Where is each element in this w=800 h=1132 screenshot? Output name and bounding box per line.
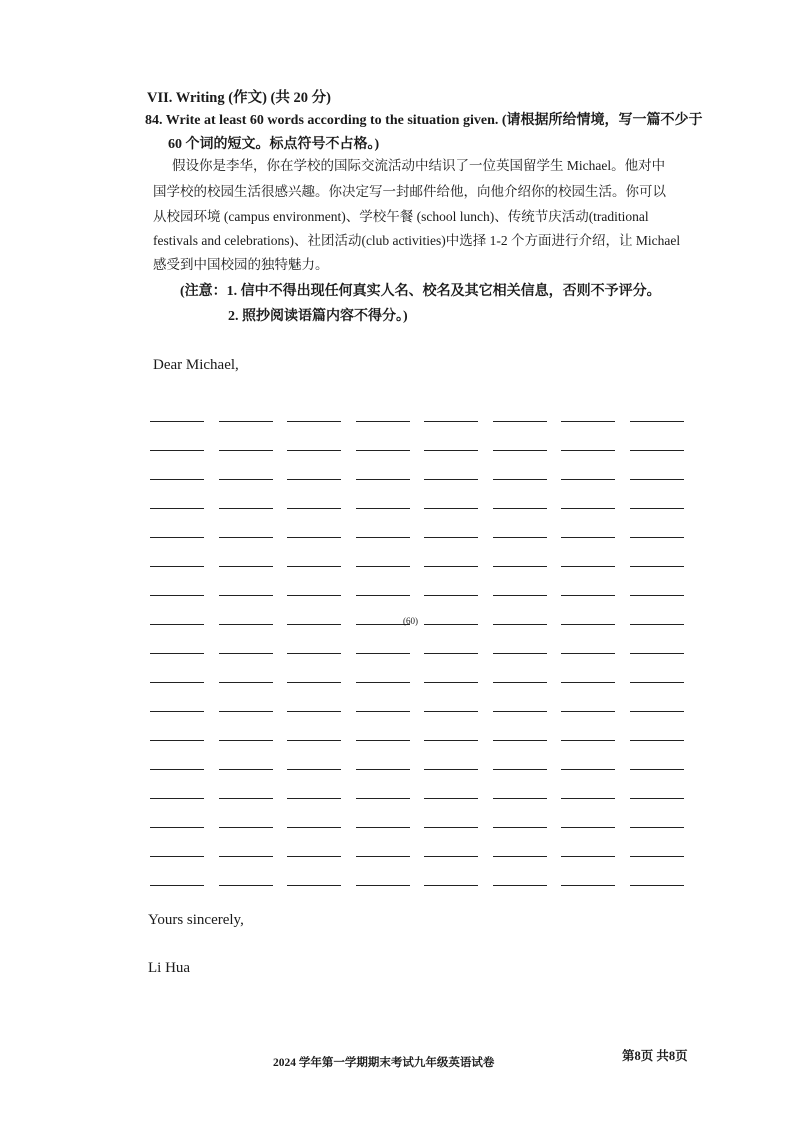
note-line-1: (注意：1. 信中不得出现任何真实人名、校名及其它相关信息，否则不予评分。 [180,284,661,299]
note-line-2: 2. 照抄阅读语篇内容不得分。) [228,309,408,324]
answer-blank[interactable] [493,682,547,683]
answer-blank[interactable] [287,566,341,567]
answer-line-row [150,809,684,838]
answer-blank[interactable] [356,479,410,480]
answer-blank[interactable] [561,508,615,509]
answer-line-row [150,606,684,635]
answer-line-row [150,490,684,519]
answer-blank[interactable] [287,508,341,509]
answer-blank[interactable] [630,827,684,828]
answer-blank[interactable] [424,769,478,770]
answer-blank[interactable] [424,450,478,451]
answer-blank[interactable] [356,769,410,770]
answer-blank[interactable] [630,537,684,538]
answer-blank[interactable] [150,653,204,654]
answer-blank[interactable] [561,856,615,857]
answer-blank[interactable] [424,711,478,712]
answer-line-row [150,548,684,577]
answer-blank[interactable] [356,885,410,886]
answer-blank[interactable] [287,653,341,654]
answer-blank[interactable] [287,537,341,538]
answer-blank[interactable] [493,421,547,422]
answer-blank[interactable] [287,827,341,828]
letter-signature: Li Hua [148,960,191,976]
answer-blank[interactable] [219,479,273,480]
answer-blank[interactable] [356,711,410,712]
answer-blank[interactable] [150,798,204,799]
answer-blank[interactable] [150,450,204,451]
answer-blank[interactable] [493,856,547,857]
answer-blank[interactable] [424,827,478,828]
answer-blank[interactable] [424,653,478,654]
answer-blank[interactable] [630,769,684,770]
answer-blank[interactable] [561,479,615,480]
answer-blank[interactable] [287,479,341,480]
answer-blank[interactable] [630,595,684,596]
answer-blank[interactable] [287,798,341,799]
answer-blank[interactable] [150,421,204,422]
prompt-line-5: 感受到中国校园的独特魅力。 [153,257,329,272]
answer-blank[interactable] [424,682,478,683]
answer-blank[interactable] [424,508,478,509]
answer-blank[interactable] [356,450,410,451]
answer-blank[interactable] [561,711,615,712]
answer-blank[interactable] [287,450,341,451]
answer-line-row [150,838,684,867]
answer-blank[interactable] [150,595,204,596]
answer-blank[interactable] [561,537,615,538]
answer-blank[interactable] [356,740,410,741]
answer-blank[interactable] [150,624,204,625]
answer-blank[interactable] [219,537,273,538]
answer-blank[interactable] [630,798,684,799]
answer-blank[interactable] [150,711,204,712]
answer-blank[interactable] [219,450,273,451]
prompt-line-2: 国学校的校园生活很感兴趣。你决定写一封邮件给他，向他介绍你的校园生活。你可以 [153,184,666,199]
answer-blank[interactable] [150,682,204,683]
answer-blank[interactable] [219,827,273,828]
section-title: VII. Writing (作文) (共 20 分) [147,90,331,106]
answer-line-row [150,693,684,722]
answer-blank[interactable] [630,566,684,567]
answer-blank[interactable] [493,711,547,712]
answer-blank[interactable] [356,566,410,567]
answer-blank[interactable] [219,740,273,741]
answer-blank[interactable] [219,653,273,654]
answer-blank[interactable] [424,537,478,538]
answer-blank[interactable] [424,624,478,625]
answer-blank[interactable] [561,653,615,654]
answer-blank[interactable] [150,508,204,509]
answer-blank[interactable] [219,885,273,886]
answer-blank[interactable] [356,421,410,422]
prompt-line-4: festivals and celebrations)、社团活动(club activities)中选择 1-2 个方面进行介绍，让 Michael [153,233,681,248]
answer-blank[interactable] [561,595,615,596]
answer-blank[interactable] [630,450,684,451]
prompt-line-1: 假设你是李华，你在学校的国际交流活动中结识了一位英国留学生 Michael。他对中 [172,158,666,173]
answer-blank[interactable] [219,624,273,625]
answer-line-row [150,432,684,461]
answer-blank[interactable] [561,798,615,799]
answer-blank[interactable] [493,537,547,538]
answer-blank[interactable] [493,769,547,770]
answer-blank[interactable] [356,827,410,828]
answer-blank[interactable] [561,624,615,625]
answer-blank[interactable] [424,798,478,799]
answer-blank[interactable] [219,711,273,712]
answer-blank[interactable] [356,856,410,857]
answer-blank[interactable] [150,856,204,857]
answer-blank[interactable] [493,740,547,741]
answer-blank[interactable] [561,566,615,567]
answer-blank[interactable] [493,508,547,509]
answer-blank[interactable] [424,740,478,741]
answer-blank[interactable] [630,479,684,480]
answer-blank[interactable] [356,595,410,596]
answer-line-row [150,722,684,751]
answer-blank[interactable] [493,798,547,799]
word-count-marker: (60) [403,616,418,626]
answer-blank[interactable] [630,740,684,741]
answer-blank[interactable] [219,595,273,596]
answer-blank[interactable] [150,479,204,480]
answer-blank[interactable] [561,421,615,422]
answer-blank[interactable] [424,856,478,857]
answer-blank[interactable] [219,421,273,422]
prompt-line-3: 从校园环境 (campus environment)、学校午餐 (school lunch)、传统节庆活动(traditional [153,209,649,224]
answer-writing-area[interactable] [150,403,684,896]
letter-closing: Yours sincerely, [148,912,244,928]
question-instruction-line-1: 84. Write at least 60 words according to the situation given. (请根据所给情境，写一篇不少于 [145,113,703,128]
answer-line-row [150,664,684,693]
answer-blank[interactable] [493,595,547,596]
answer-blank[interactable] [356,798,410,799]
answer-blank[interactable] [219,566,273,567]
answer-blank[interactable] [287,711,341,712]
answer-blank[interactable] [219,508,273,509]
answer-blank[interactable] [561,450,615,451]
answer-line-row [150,519,684,548]
answer-blank[interactable] [630,624,684,625]
answer-blank[interactable] [356,682,410,683]
answer-blank[interactable] [630,421,684,422]
answer-blank[interactable] [150,740,204,741]
answer-blank[interactable] [356,624,410,625]
answer-blank[interactable] [630,682,684,683]
answer-blank[interactable] [150,885,204,886]
page-number: 第8页 共8页 [622,1049,688,1063]
answer-blank[interactable] [287,885,341,886]
exam-title: 2024 学年第一学期期末考试九年级英语试卷 [273,1057,495,1069]
answer-blank[interactable] [219,856,273,857]
answer-blank[interactable] [287,769,341,770]
answer-blank[interactable] [287,682,341,683]
answer-line-row [150,751,684,780]
answer-line-row [150,635,684,664]
answer-blank[interactable] [630,885,684,886]
answer-blank[interactable] [493,827,547,828]
answer-blank[interactable] [219,682,273,683]
answer-blank[interactable] [493,479,547,480]
answer-line-row [150,780,684,809]
question-instruction-line-2: 60 个词的短文。标点符号不占格。) [168,137,380,152]
answer-blank[interactable] [424,421,478,422]
answer-blank[interactable] [356,653,410,654]
answer-blank[interactable] [287,856,341,857]
answer-blank[interactable] [424,885,478,886]
answer-blank[interactable] [561,769,615,770]
answer-blank[interactable] [150,537,204,538]
answer-blank[interactable] [219,798,273,799]
answer-blank[interactable] [493,885,547,886]
letter-greeting: Dear Michael, [153,357,239,373]
answer-blank[interactable] [287,421,341,422]
answer-blank[interactable] [493,566,547,567]
answer-blank[interactable] [561,827,615,828]
answer-line-row [150,577,684,606]
answer-blank[interactable] [630,711,684,712]
answer-blank[interactable] [561,682,615,683]
answer-blank[interactable] [630,856,684,857]
answer-line-row [150,403,684,432]
answer-blank[interactable] [493,624,547,625]
answer-blank[interactable] [561,740,615,741]
answer-blank[interactable] [356,508,410,509]
answer-blank[interactable] [424,595,478,596]
answer-line-row [150,461,684,490]
answer-line-row [150,867,684,896]
answer-blank[interactable] [424,566,478,567]
answer-blank[interactable] [493,653,547,654]
answer-blank[interactable] [150,769,204,770]
answer-blank[interactable] [287,740,341,741]
answer-blank[interactable] [493,450,547,451]
answer-blank[interactable] [630,653,684,654]
answer-blank[interactable] [356,537,410,538]
answer-blank[interactable] [219,769,273,770]
answer-blank[interactable] [287,595,341,596]
answer-blank[interactable] [150,566,204,567]
answer-blank[interactable] [150,827,204,828]
answer-blank[interactable] [630,508,684,509]
answer-blank[interactable] [287,624,341,625]
answer-blank[interactable] [424,479,478,480]
answer-blank[interactable] [561,885,615,886]
